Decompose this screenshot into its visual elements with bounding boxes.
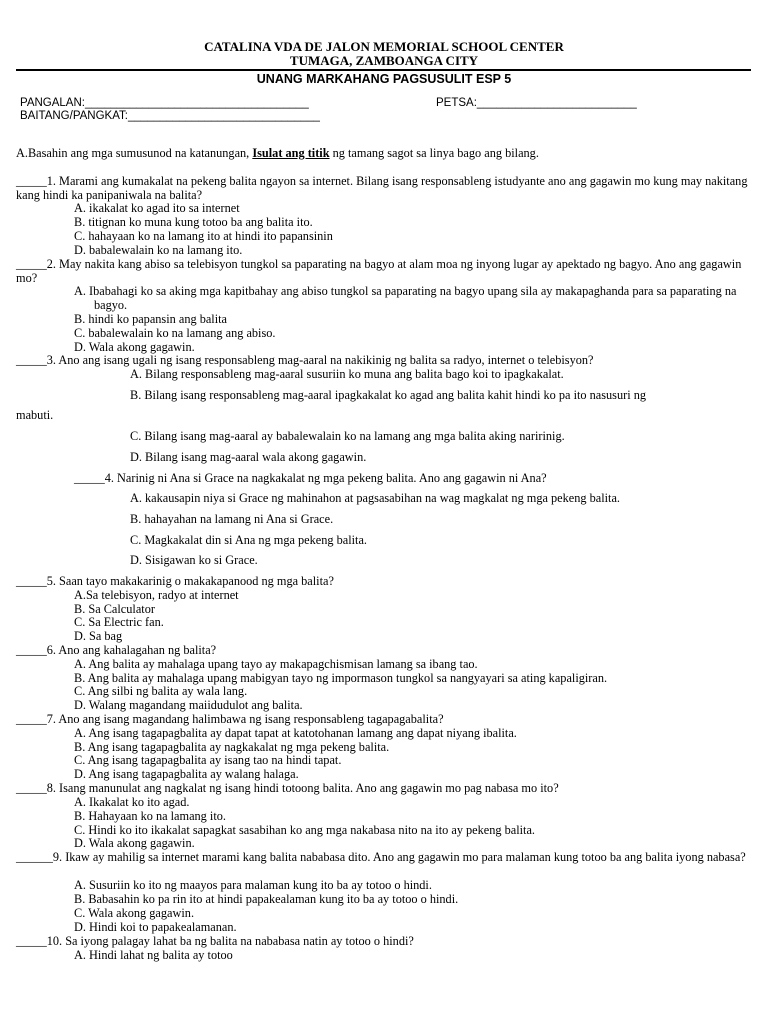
question-5-choice-c: C. Sa Electric fan. <box>74 615 164 629</box>
question-1-stem: _____1. Marami ang kumakalat na pekeng balita ngayon sa internet. Bilang isang responsableng istudyante ano ang gagawin mo kung may nakitang kang hindi ka panipaniwala na balita? <box>16 174 748 202</box>
question-5-choice-b: B. Sa Calculator <box>74 602 155 616</box>
question-7-choice-b: B. Ang isang tagapagbalita ay nagkakalat ng mga pekeng balita. <box>74 740 390 754</box>
name-field: PANGALAN:___________________________________ <box>20 97 309 109</box>
question-10-choice-a: A. Hindi lahat ng balita ay totoo <box>74 948 233 962</box>
question-5-choice-a: A.Sa telebisyon, radyo at internet <box>74 588 239 602</box>
question-2-choice-b: B. hindi ko papansin ang balita <box>74 312 228 326</box>
exam-title: UNANG MARKAHANG PAGSUSULIT ESP 5 <box>256 72 512 86</box>
question-8-stem: _____8. Isang manunulat ang nagkalat ng isang hindi totoong balita. Ano ang gagawin mo pag nabasa mo ito? <box>16 781 559 795</box>
question-9-choice-a: A. Susuriin ko ito ng maayos para malaman kung ito ba ay totoo o hindi. <box>74 878 432 892</box>
question-2-choice-c: C. babalewalain ko na lamang ang abiso. <box>74 326 276 340</box>
instructions <box>16 146 539 160</box>
question-8-choice-d: D. Wala akong gagawin. <box>74 836 195 850</box>
question-2-choice-a-text: A. Ibabahagi ko sa aking mga kapitbahay ang abiso tungkol sa paparating na bagyo upang sila ay makapaghanda para sa paparating na bagyo. <box>74 284 737 312</box>
school-name: CATALINA VDA DE JALON MEMORIAL SCHOOL CENTER <box>204 39 564 54</box>
question-9-choice-b: B. Babasahin ko pa rin ito at hindi papakealaman kung ito ba ay totoo o hindi. <box>74 892 459 906</box>
question-7-choice-a: A. Ang isang tagapagbalita ay dapat tapat at katotohanan lamang ang dapat niyang ibalita. <box>74 726 517 740</box>
question-1-choice-c: C. hahayaan ko na lamang ito at hindi ito papansinin <box>74 229 333 243</box>
question-4-choice-a: A. kakausapin niya si Grace ng mahinahon at pagsasabihan na wag magkalat ng mga pekeng balita. <box>130 491 621 505</box>
question-2-choice-d: D. Wala akong gagawin. <box>74 340 195 354</box>
question-8-choice-c: C. Hindi ko ito ikakalat sapagkat sasabihan ko ang mga nakabasa nito na ito ay pekeng balita. <box>74 823 536 837</box>
question-3-choice-b-cont: mabuti. <box>16 408 54 422</box>
question-4-choice-d: D. Sisigawan ko si Grace. <box>130 553 258 567</box>
question-7-stem: _____7. Ano ang isang magandang halimbawa ng isang responsableng tagapagabalita? <box>16 712 444 726</box>
question-1-choice-a: A. ikakalat ko agad ito sa internet <box>74 201 240 215</box>
question-3-choice-a: A. Bilang responsableng mag-aaral susuriin ko muna ang balita bago koi to ipagkakalat. <box>130 367 564 381</box>
question-6-choice-d: D. Walang magandang maiidudulot ang balita. <box>74 698 303 712</box>
question-8-choice-b: B. Hahayaan ko na lamang ito. <box>74 809 226 823</box>
instructions-text-end: ng tamang sagot sa linya bago ang bilang. <box>329 146 539 160</box>
question-9-stem: ______9. Ikaw ay mahilig sa internet marami kang balita nababasa dito. Ano ang gagawin mo para malaman kung totoo ba ang balita iyong nabasa? <box>16 850 746 864</box>
question-3-stem: _____3. Ano ang isang ugali ng isang responsableng mag-aaral na nakikinig ng balita sa radyo, internet o telebisyon? <box>16 353 594 367</box>
question-6-choice-b: B. Ang balita ay mahalaga upang mabigyan tayo ng impormason tungkol sa nangyayari sa ating kapaligiran. <box>74 671 608 685</box>
question-9-choice-d: D. Hindi koi to papakealamanan. <box>74 920 237 934</box>
question-5-stem: _____5. Saan tayo makakarinig o makakapanood ng mga balita? <box>16 574 334 588</box>
grade-section-field: BAITANG/PANGKAT:______________________________ <box>20 110 320 122</box>
instructions-emphasis: Isulat ang titik <box>252 146 330 160</box>
date-field: PETSA:_________________________ <box>436 97 637 109</box>
school-location: TUMAGA, ZAMBOANGA CITY <box>289 53 479 68</box>
question-9-choice-c: C. Wala akong gagawin. <box>74 906 195 920</box>
question-6-choice-c: C. Ang silbi ng balita ay wala lang. <box>74 684 248 698</box>
question-3-choice-b: B. Bilang isang responsableng mag-aaral ipagkakalat ko agad ang balita kahit hindi ko pa ito nasusuri ng <box>130 388 646 402</box>
instructions-text: A.Basahin ang mga sumusunod na katanungan, <box>16 146 253 160</box>
question-4-choice-c: C. Magkakalat din si Ana ng mga pekeng balita. <box>130 533 368 547</box>
question-6-stem: _____6. Ano ang kahalagahan ng balita? <box>16 643 217 657</box>
question-7-choice-c: C. Ang isang tagapagbalita ay isang tao na hindi tapat. <box>74 753 342 767</box>
question-4-choice-b: B. hahayahan na lamang ni Ana si Grace. <box>130 512 334 526</box>
question-10-stem: _____10. Sa iyong palagay lahat ba ng balita na nababasa natin ay totoo o hindi? <box>16 934 414 948</box>
question-6-choice-a: A. Ang balita ay mahalaga upang tayo ay makapagchismisan lamang sa ibang tao. <box>74 657 478 671</box>
question-1-choice-b: B. titignan ko muna kung totoo ba ang balita ito. <box>74 215 313 229</box>
question-1-choice-d: D. babalewalain ko na lamang ito. <box>74 243 243 257</box>
question-2-stem: _____2. May nakita kang abiso sa telebisyon tungkol sa paparating na bagyo at alam moa ng inyong lugar ay apektado ng bagyo. Ano ang gagawin mo? <box>16 257 742 285</box>
question-5-choice-d: D. Sa bag <box>74 629 123 643</box>
question-8-choice-a: A. Ikakalat ko ito agad. <box>74 795 190 809</box>
question-2-choice-a <box>74 284 750 312</box>
header-divider <box>16 69 751 71</box>
question-4-stem: _____4. Narinig ni Ana si Grace na nagkakalat ng mga pekeng balita. Ano ang gagawin ni Ana? <box>74 471 547 485</box>
question-3-choice-d: D. Bilang isang mag-aaral wala akong gagawin. <box>130 450 367 464</box>
question-7-choice-d: D. Ang isang tagapagbalita ay walang halaga. <box>74 767 299 781</box>
question-3-choice-c: C. Bilang isang mag-aaral ay babalewalain ko na lamang ang mga balita aking naririnig. <box>130 429 565 443</box>
